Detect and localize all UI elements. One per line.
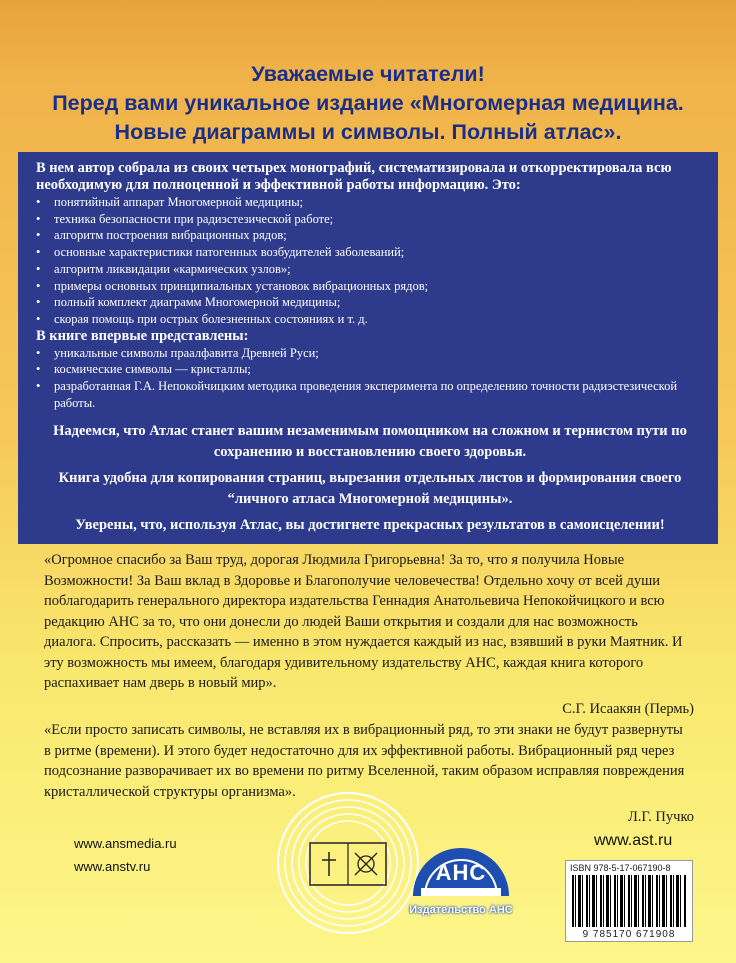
closing-paragraph-1: Надеемся, что Атлас станет вашим незаменимым помощником на сложном и тернистом пути по сохранению и восстановлению своего здоровья. bbox=[53, 423, 687, 460]
heading-line-2: Перед вами уникальное издание «Многомерная медицина. bbox=[52, 91, 684, 115]
ast-link[interactable]: www.ast.ru bbox=[594, 832, 673, 849]
quote-author: Л.Г. Пучко bbox=[627, 809, 694, 825]
list-item: • разработанная Г.А. Непокойчицким методика проведения эксперимента по определению точности радиэстезической работы. bbox=[36, 378, 704, 411]
anstv-link[interactable]: www.anstv.ru bbox=[74, 859, 151, 874]
list-item: • скорая помощь при острых болезненных состояниях и т. д. bbox=[36, 311, 704, 328]
list-item: • полный комплект диаграмм Многомерной медицины; bbox=[36, 294, 704, 311]
novelties-list bbox=[36, 345, 704, 412]
closing-paragraph-2: Книга удобна для копирования страниц, вырезания отдельных листов и формирования своего “личного атласа Многомерной медицины». bbox=[58, 470, 682, 507]
contents-list bbox=[36, 194, 704, 328]
panel-intro: В нем автор собрала из своих четырех монографий, систематизировала и откорректировала всю необходимую для полноценной и эффективной работы информацию. Это: bbox=[36, 160, 672, 193]
isbn-number: ISBN 978-5-17-067190-8 bbox=[570, 863, 671, 873]
quote-text: «Если просто записать символы, не вставляя их в вибрационный ряд, то эти знаки не будут развернуты в ритме (времени). И этого будет недостаточно для их эффективной работы. Вибрационный ряд через подсознание разворачивает их во времени по ритму Вселенной, таким образом исправляя повреждения кристаллической структуры организма». bbox=[44, 722, 685, 800]
ansmedia-link[interactable]: www.ansmedia.ru bbox=[74, 836, 177, 851]
description-panel bbox=[18, 152, 718, 544]
heading-line-3: Новые диаграммы и символы. Полный атлас». bbox=[114, 120, 622, 144]
quote-text: «Огромное спасибо за Ваш труд, дорогая Людмила Григорьевна! За то, что я получила Новые Возможности! За Ваш вклад в Здоровье и Благополучие человечества! Отдельно хочу от всей души поблагодарить генерального директора издательства Геннадия Анатольевича Непокойчицкого и всю редакцию АНС за то, что они донесли до людей Ваши открытия и создали для нас возможность диалога. Спросить, рассказать — именно в этом нуждается каждый из нас, взявший в руки Маятник. И эту возможность мы имеем, благодаря удивительному издательству АНС, каждая книга которого распахивает нам дверь в новый мир». bbox=[44, 552, 683, 691]
barcode-bars bbox=[572, 875, 686, 927]
logo-letters: АНС bbox=[435, 860, 487, 885]
closing-paragraph-3: Уверены, что, используя Атлас, вы достигнете прекрасных результатов в самоисцелении! bbox=[75, 517, 665, 534]
panel-closing bbox=[36, 421, 704, 536]
list-item: • примеры основных принципиальных установок вибрационных рядов; bbox=[36, 278, 704, 295]
barcode-number: 9 785170 671908 bbox=[566, 929, 692, 940]
list-item: • уникальные символы праалфавита Древней Руси; bbox=[36, 345, 704, 362]
panel-subhead: В книге впервые представлены: bbox=[36, 327, 249, 344]
quote-author: С.Г. Исаакян (Пермь) bbox=[562, 700, 694, 717]
list-item: • космические символы — кристаллы; bbox=[36, 361, 704, 378]
list-item: • техника безопасности при радиэстезической работе; bbox=[36, 211, 704, 228]
publisher-name: Издательство АНС bbox=[409, 904, 513, 916]
list-item: • основные характеристики патогенных возбудителей заболеваний; bbox=[36, 244, 704, 261]
list-item: • понятийный аппарат Многомерной медицины; bbox=[36, 194, 704, 211]
back-cover-heading bbox=[0, 60, 736, 147]
barcode-block bbox=[565, 860, 693, 942]
disc-emblem-icon bbox=[275, 790, 421, 936]
list-item: • алгоритм построения вибрационных рядов; bbox=[36, 227, 704, 244]
heading-line-1: Уважаемые читатели! bbox=[251, 62, 485, 86]
list-item: • алгоритм ликвидации «кармических узлов»; bbox=[36, 261, 704, 278]
ans-publisher-logo bbox=[405, 838, 517, 924]
reader-quote-1 bbox=[44, 550, 692, 719]
